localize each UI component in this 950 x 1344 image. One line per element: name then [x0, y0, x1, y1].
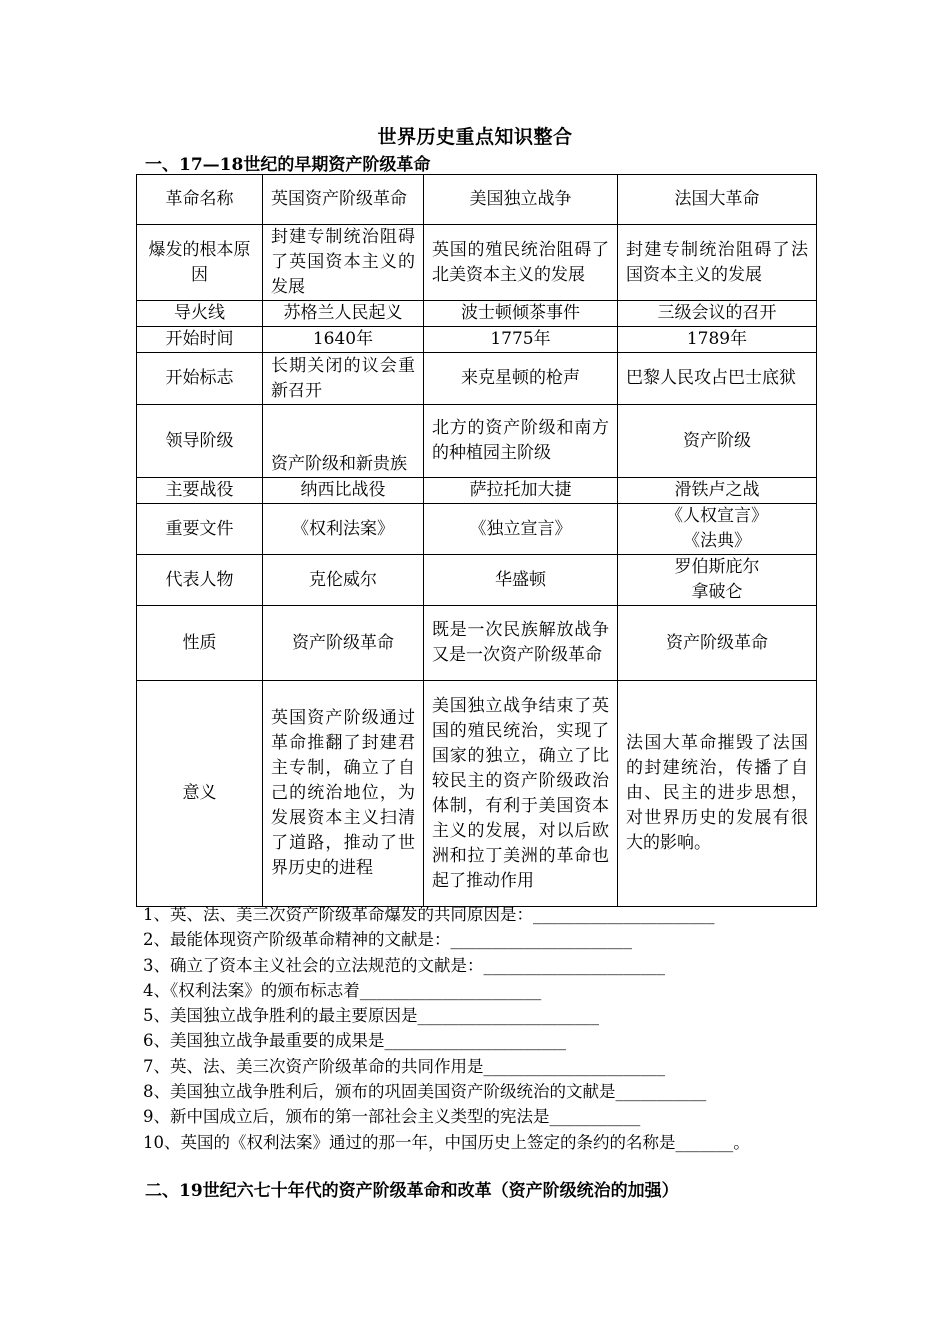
revolution-comparison-table — [136, 174, 817, 907]
person-name: 罗伯斯庇尔 — [674, 557, 760, 577]
question-item: 2、最能体现资产阶级革命精神的文献是：______________________ — [143, 930, 632, 950]
table-cell: 苏格兰人民起义 — [263, 301, 424, 327]
table-cell: 北方的资产阶级和南方的种植园主阶级 — [424, 405, 618, 478]
row-label: 领导阶级 — [137, 405, 263, 478]
table-header-row — [137, 175, 817, 225]
table-cell: 《独立宣言》 — [424, 504, 618, 555]
question-item: 8、美国独立战争胜利后，颁布的巩固美国资产阶级统治的文献是___________ — [143, 1082, 707, 1102]
row-label: 意义 — [137, 681, 263, 907]
header-cell: 革命名称 — [137, 175, 263, 225]
table-cell: 长期关闭的议会重新召开 — [263, 353, 424, 405]
table-row — [137, 555, 817, 606]
table-cell: 1640年 — [263, 327, 424, 353]
person-name: 拿破仑 — [691, 582, 743, 602]
table-cell: 英国的殖民统治阻碍了北美资本主义的发展 — [424, 225, 618, 301]
row-label: 代表人物 — [137, 555, 263, 606]
table-cell: 资产阶级革命 — [263, 606, 424, 681]
table-cell: 纳西比战役 — [263, 478, 424, 504]
table-cell: 资产阶级革命 — [618, 606, 817, 681]
question-item: 4、《权利法案》的颁布标志着______________________ — [143, 980, 542, 1000]
table-cell: 克伦威尔 — [263, 555, 424, 606]
row-label: 开始标志 — [137, 353, 263, 405]
table-row — [137, 353, 817, 405]
row-label: 爆发的根本原因 — [137, 225, 263, 301]
question-item: 1、英、法、美三次资产阶级革命爆发的共同原因是：______________________ — [143, 905, 715, 924]
section-2-heading: 二、19世纪六七十年代的资产阶级革命和改革（资产阶级统治的加强） — [145, 1181, 679, 1201]
row-label: 导火线 — [137, 301, 263, 327]
table-cell: 三级会议的召开 — [618, 301, 817, 327]
table-cell: 既是一次民族解放战争又是一次资产阶级革命 — [424, 606, 618, 681]
table-cell: 法国大革命摧毁了法国的封建统治，传播了自由、民主的进步思想，对世界历史的发展有很大的影响。 — [618, 681, 817, 907]
table-cell: 英国资产阶级通过革命推翻了封建君主专制，确立了自己的统治地位，为发展资本主义扫清了道路，推动了世界历史的进程 — [263, 681, 424, 907]
row-label: 性质 — [137, 606, 263, 681]
table-cell: 资产阶级 — [618, 405, 817, 478]
document-name: 《人权宣言》 — [666, 506, 768, 526]
table-cell: 1775年 — [424, 327, 618, 353]
question-list — [143, 902, 750, 1155]
table-row — [137, 327, 817, 353]
section-1-heading: 一、17—18世纪的早期资产阶级革命 — [145, 155, 431, 175]
question-item: 7、英、法、美三次资产阶级革命的共同作用是______________________ — [143, 1056, 665, 1076]
table-row — [137, 405, 817, 478]
table-cell: 萨拉托加大捷 — [424, 478, 618, 504]
table-cell: 1789年 — [618, 327, 817, 353]
table-cell: 来克星顿的枪声 — [424, 353, 618, 405]
row-label: 重要文件 — [137, 504, 263, 555]
table-cell: 华盛顿 — [424, 555, 618, 606]
table-row — [137, 225, 817, 301]
document-name: 《法典》 — [683, 531, 751, 551]
table-row — [137, 681, 817, 907]
question-item: 6、美国独立战争最重要的成果是______________________ — [143, 1031, 566, 1051]
page-title: 世界历史重点知识整合 — [377, 126, 573, 148]
table-cell: 资产阶级和新贵族 — [263, 405, 424, 478]
question-item: 5、美国独立战争胜利的最主要原因是______________________ — [143, 1006, 599, 1026]
header-cell: 法国大革命 — [618, 175, 817, 225]
row-label: 开始时间 — [137, 327, 263, 353]
table-cell: 封建专制统治阻碍了英国资本主义的发展 — [263, 225, 424, 301]
table-row — [137, 478, 817, 504]
question-item: 9、新中国成立后，颁布的第一部社会主义类型的宪法是___________ — [143, 1107, 641, 1127]
header-cell: 英国资产阶级革命 — [263, 175, 424, 225]
question-item: 10、英国的《权利法案》通过的那一年，中国历史上签定的条约的名称是_______。 — [143, 1132, 750, 1152]
table-row — [137, 504, 817, 555]
table-cell: 滑铁卢之战 — [618, 478, 817, 504]
table-row — [137, 606, 817, 681]
table-cell: 封建专制统治阻碍了法国资本主义的发展 — [618, 225, 817, 301]
table-cell: 波士顿倾茶事件 — [424, 301, 618, 327]
table-cell — [618, 555, 817, 606]
table-cell: 《权利法案》 — [263, 504, 424, 555]
table-cell: 巴黎人民攻占巴士底狱 — [618, 353, 817, 405]
table-cell — [618, 504, 817, 555]
row-label: 主要战役 — [137, 478, 263, 504]
header-cell: 美国独立战争 — [424, 175, 618, 225]
question-item: 3、确立了资本主义社会的立法规范的文献是：______________________ — [143, 955, 665, 975]
table-row — [137, 301, 817, 327]
table-cell: 美国独立战争结束了英国的殖民统治，实现了国家的独立，确立了比较民主的资产阶级政治体制，有利于美国资本主义的发展，对以后欧洲和拉丁美洲的革命也起了推动作用 — [424, 681, 618, 907]
